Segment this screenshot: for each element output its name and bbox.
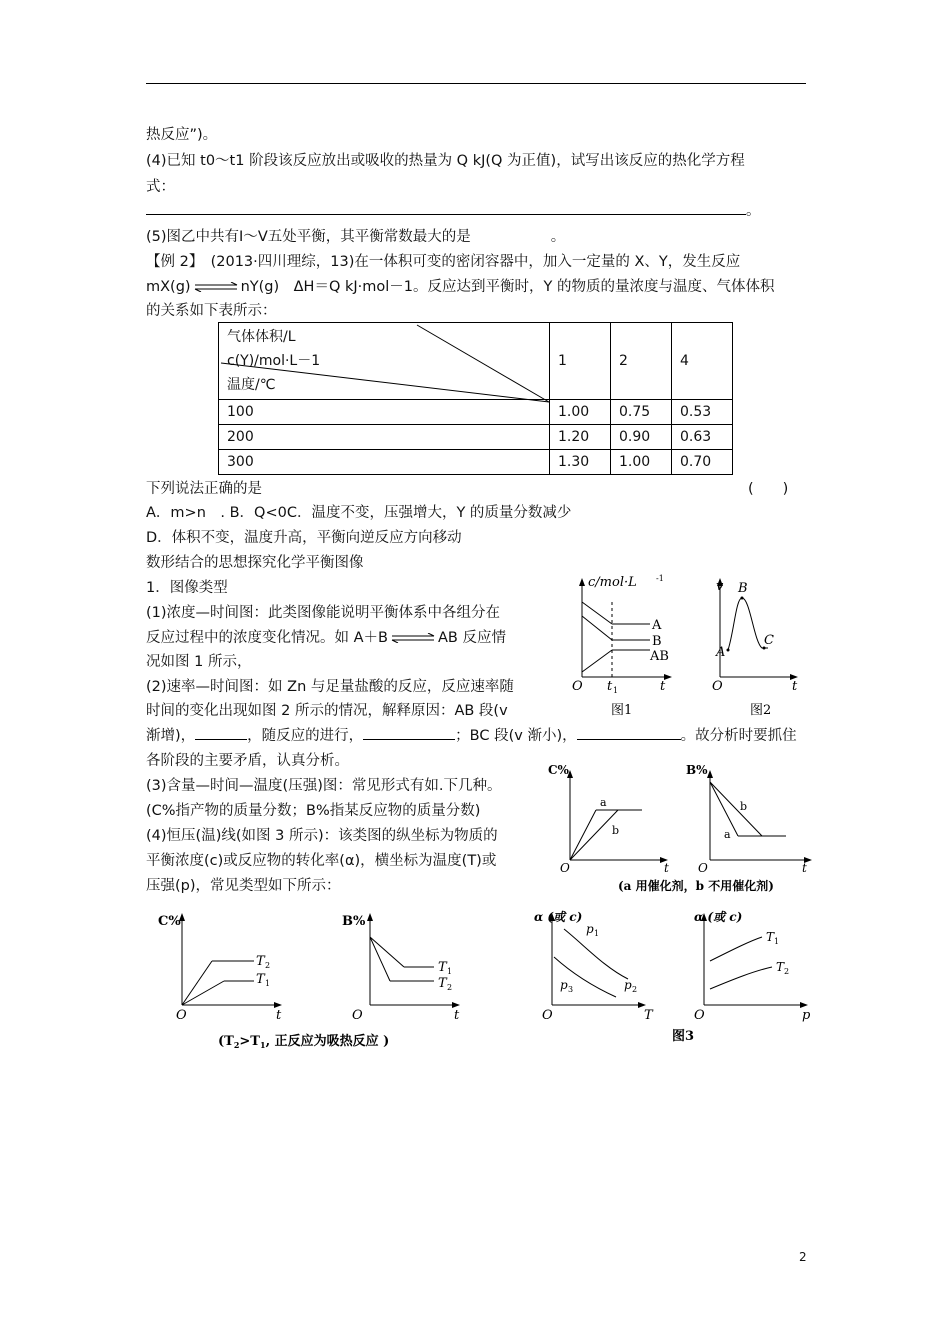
svg-text:2: 2	[632, 985, 638, 994]
svg-text:t: t	[664, 861, 669, 875]
header-rule	[146, 83, 806, 84]
text-line: 时间的变化出现如图 2 所示的情况，解释原因：AB 段(v	[146, 703, 508, 719]
caption-fig3: 图3	[672, 1029, 695, 1044]
option-ab: A．m>n . B．Q<0C．温度不变，压强增大，Y 的质量分数减少	[146, 505, 572, 521]
svg-text:T: T	[644, 1008, 653, 1023]
svg-text:B%: B%	[686, 763, 708, 777]
svg-text:1: 1	[774, 937, 780, 946]
fig3d	[694, 910, 811, 1023]
answer-blank[interactable]	[146, 200, 746, 215]
svg-text:A: A	[652, 618, 662, 633]
svg-text:T: T	[438, 960, 447, 975]
svg-text:C: C	[764, 633, 774, 648]
answer-blank[interactable]	[195, 725, 247, 740]
figure-1-concentration-time	[568, 572, 688, 722]
svg-text:t: t	[802, 861, 807, 875]
svg-text:C%: C%	[548, 763, 569, 777]
svg-text:O: O	[694, 1008, 705, 1023]
svg-text:b: b	[740, 800, 748, 813]
svg-text:2: 2	[784, 967, 790, 976]
fig3b	[342, 913, 460, 1023]
svg-text:α (或 c): α (或 c)	[534, 910, 583, 924]
svg-text:1: 1	[594, 929, 600, 938]
svg-text:α (或 c): α (或 c)	[694, 910, 743, 924]
svg-text:B: B	[652, 634, 662, 649]
figure-2-rate-time	[706, 572, 806, 722]
svg-text:3: 3	[568, 985, 574, 994]
svg-text:O: O	[542, 1008, 553, 1023]
text-line: (5)图乙中共有Ⅰ～Ⅴ五处平衡，其平衡常数最大的是 。	[146, 229, 566, 245]
svg-text:O: O	[572, 679, 583, 694]
svg-text:图1: 图1	[611, 703, 633, 718]
svg-text:O: O	[712, 679, 723, 694]
fig3a	[158, 913, 282, 1023]
text-line: 热反应”)。	[146, 127, 218, 143]
table-row: 200 1.20 0.90 0.63	[219, 425, 733, 450]
svg-text:O: O	[698, 861, 708, 875]
curve-a	[582, 602, 612, 624]
svg-text:(a 用催化剂，b 不用催化剂): (a 用催化剂，b 不用催化剂)	[618, 879, 774, 893]
page-number: 2	[799, 1250, 807, 1264]
table-cell: 1	[550, 323, 611, 400]
text-line: (3)含量—时间—温度(压强)图：常见形式有如.下几种。	[146, 778, 502, 794]
svg-text:t: t	[660, 679, 666, 694]
svg-text:B%: B%	[342, 914, 366, 929]
svg-text:图2: 图2	[750, 703, 772, 718]
svg-text:t: t	[454, 1008, 460, 1023]
answer-line: 。	[146, 200, 761, 222]
svg-text:p: p	[802, 1008, 811, 1023]
svg-text:t: t	[276, 1008, 282, 1023]
text-line: 式：	[146, 179, 175, 195]
svg-text:T: T	[256, 954, 265, 969]
text-line: 压强(p)，常见类型如下所示：	[146, 878, 341, 894]
diagonal-lines	[219, 323, 550, 403]
svg-text:-1: -1	[656, 574, 664, 583]
text-line: (2)速率—时间图：如 Zn 与足量盐酸的反应，反应速率随	[146, 679, 514, 695]
svg-text:p: p	[560, 978, 568, 992]
answer-parens[interactable]: ( )	[748, 481, 789, 497]
svg-text:1: 1	[613, 686, 619, 695]
figure-3-isotherms	[154, 905, 824, 1055]
svg-text:v: v	[716, 579, 724, 594]
table-diagonal-header	[219, 323, 550, 400]
table-cell: 2	[611, 323, 672, 400]
table-row: 300 1.30 1.00 0.70	[219, 450, 733, 475]
text-line: 渐增)， ，随反应的进行， ；BC 段(v 渐小)， 。故分析时要抓住	[146, 725, 797, 747]
svg-text:O: O	[176, 1008, 187, 1023]
answer-blank[interactable]	[363, 725, 455, 740]
fig3c	[534, 910, 654, 1023]
header-temperature: 温度/℃	[227, 377, 276, 393]
svg-text:AB: AB	[650, 649, 669, 664]
svg-text:C%: C%	[158, 914, 181, 929]
header-concentration: c(Y)/mol·L－1	[227, 353, 321, 369]
equilibrium-arrow-icon	[390, 633, 436, 643]
svg-text:2: 2	[265, 961, 271, 970]
text-line: (4)已知 t0～t1 阶段该反应放出或吸收的热量为 Q kJ(Q 为正值)，试写出该反应的热化学方程	[146, 153, 745, 169]
svg-text:p: p	[624, 978, 632, 992]
svg-text:a: a	[724, 828, 731, 841]
svg-text:B: B	[738, 581, 748, 596]
text-line: 各阶段的主要矛盾，认真分析。	[146, 753, 349, 769]
text-line: 平衡浓度(c)或反应物的转化率(α)，横坐标为温度(T)或	[146, 853, 497, 869]
curve-ab	[582, 650, 612, 672]
text-line: mX(g) nY(g) ΔH＝Q kJ·mol－1。反应达到平衡时，Y 的物质的量浓度与温度、气体体积	[146, 279, 775, 295]
equilibrium-arrow-icon	[193, 282, 239, 292]
svg-text:t: t	[607, 679, 613, 694]
svg-text:b: b	[612, 824, 620, 837]
table-row: 100 1.00 0.75 0.53	[219, 400, 733, 425]
example-heading: 【例 2】 (2013·四川理综，13)在一体积可变的密闭容器中，加入一定量的 X、Y，发生反应	[146, 254, 741, 270]
text-line: 况如图 1 所示，	[146, 654, 252, 670]
figure-catalyst	[546, 760, 816, 900]
curve-b	[582, 616, 612, 640]
text-line: 的关系如下表所示：	[146, 303, 277, 319]
svg-text:1: 1	[447, 967, 453, 976]
text-line: (4)恒压(温)线(如图 3 所示)：该类图的纵坐标为物质的	[146, 828, 498, 844]
svg-text:t: t	[792, 679, 798, 694]
text-line: 反应过程中的浓度变化情况。如 A＋B AB 反应情	[146, 630, 506, 646]
caption-left: ($T_2>T_1$, 正反应为吸热反应 )	[218, 1034, 390, 1050]
svg-text:T: T	[766, 930, 775, 944]
option-d: D．体积不变，温度升高，平衡向逆反应方向移动	[146, 530, 462, 546]
text-line: (1)浓度—时间图：此类图像能说明平衡体系中各组分在	[146, 605, 501, 621]
answer-blank[interactable]	[471, 227, 551, 241]
section-heading: 数形结合的思想探究化学平衡图像	[146, 555, 364, 571]
svg-text:O: O	[560, 861, 570, 875]
header-volume: 气体体积/L	[227, 329, 296, 345]
svg-text:T: T	[776, 960, 785, 974]
svg-text:A: A	[716, 645, 726, 660]
answer-blank[interactable]	[577, 725, 681, 740]
svg-text:T: T	[256, 972, 265, 987]
svg-text:p: p	[586, 922, 594, 936]
svg-text:c/mol·L: c/mol·L	[588, 575, 637, 590]
svg-text:2: 2	[447, 983, 453, 992]
svg-text:T: T	[438, 976, 447, 991]
svg-text:1: 1	[265, 979, 271, 988]
table-cell: 4	[672, 323, 733, 400]
svg-text:a: a	[600, 796, 607, 809]
data-table	[218, 322, 733, 475]
subsection-title: 1．图像类型	[146, 580, 228, 596]
text-line: (C%指产物的质量分数；B%指某反应物的质量分数)	[146, 803, 481, 819]
svg-text:O: O	[352, 1008, 363, 1023]
question-text: 下列说法正确的是	[146, 481, 262, 497]
